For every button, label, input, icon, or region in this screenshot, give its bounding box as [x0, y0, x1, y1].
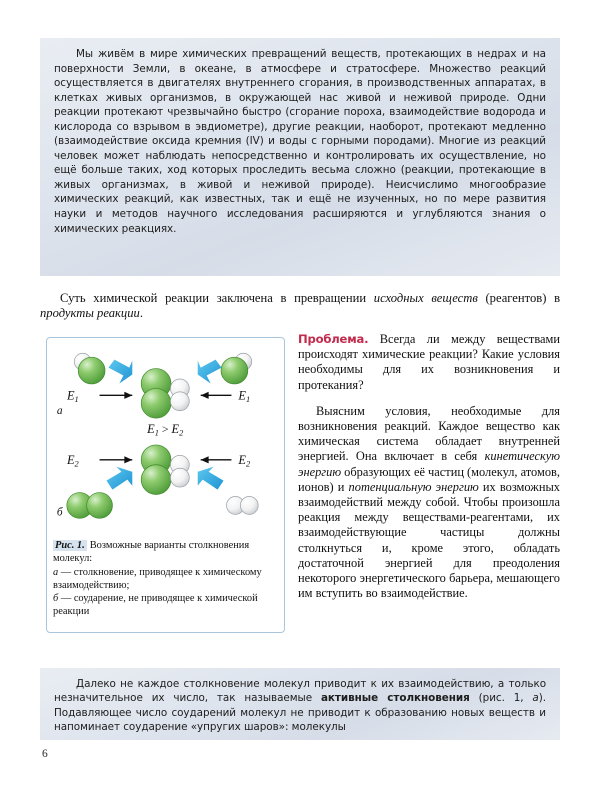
figure-item-b: [53, 592, 279, 619]
bottom-part-3: ). Подавляющее число соударений молекул не приводит к образованию новых веществ и напоминает соударение «упругих шаров»: молекулы: [54, 692, 547, 734]
molecule-product-left-a: [74, 353, 105, 384]
panel-marker-b: б: [56, 506, 63, 519]
lead-italic-products: продукты реакции: [40, 306, 140, 321]
problem-label: Проблема.: [298, 332, 369, 346]
bottom-highlight-box: [40, 668, 560, 740]
figure-item-a-marker: а: [53, 566, 59, 578]
molecule-green-pair-b: [67, 493, 113, 519]
figure-caption: [53, 539, 279, 619]
panel-marker-a: а: [56, 405, 63, 418]
kinetic-energy-italic: кинетическую энергию: [298, 449, 560, 479]
page-number: 6: [42, 748, 48, 760]
figure-title: Возможные варианты столкновения молекул:: [53, 540, 250, 565]
figure-number-label: Рис. 1.: [55, 540, 85, 551]
conditions-part-1: Выясним условия, необходимые для возникновения реакций. Каждое вещество как химическая система обладает внутренней энергией. Она включает в себя: [298, 403, 560, 464]
active-collisions-bold: активные столкновения: [320, 692, 470, 705]
lead-paragraph: [40, 291, 560, 322]
energy-comparison: $E_1 > E_2$: [147, 422, 184, 438]
rebound-arrow-left-b: [106, 467, 132, 490]
right-text-column: [298, 332, 560, 601]
figure-item-b-marker: б: [53, 593, 59, 605]
lead-text-part-1: Суть химической реакции заключена в превращении: [60, 291, 374, 305]
molecule-product-right-a: [221, 353, 252, 384]
lead-text-part-2: (реагентов) в: [477, 291, 561, 305]
energy-label-right-a: $E_1$: [238, 388, 251, 404]
problem-paragraph: [298, 332, 560, 393]
energy-label-left-b: $E_2$: [66, 452, 79, 469]
energy-arrow-right-b: [201, 456, 232, 463]
intro-highlight-box: [40, 38, 560, 276]
rebound-arrow-right-b: [198, 467, 224, 490]
energy-label-right-b: $E_2$: [238, 452, 251, 469]
lead-text-part-3: .: [139, 306, 143, 321]
bottom-part-2: (рис. 1,: [469, 692, 533, 705]
recoil-arrow-left-a: [108, 360, 132, 384]
figure-ref-italic: а: [532, 692, 539, 705]
lead-italic-reagents: исходных веществ: [373, 291, 478, 305]
collision-diagram-illustration: [47, 338, 284, 538]
energy-arrow-right-a: [201, 392, 232, 399]
figure-panel: [46, 337, 285, 633]
conditions-paragraph: [298, 404, 560, 602]
conditions-part-3: их возможных взаимодействий между собой. Чтобы произошла реакция между веществами-реагентами, их взаимодействующие частицы должны столкнуться и, кроме этого, обладать достаточной энергией для преодоления некоторого энергетического барьера, мешающего им вступить во взаимодействие.: [298, 479, 560, 601]
bottom-part-1: Далеко не каждое столкновение молекул приводит к их взаимодействию, а только незначительное их число, так называемые: [54, 678, 546, 705]
intro-text: Мы живём в мире химических превращений веществ, протекающих в недрах и на поверхности Земли, в океане, в атмосфере и стратосфере. Множество реакций осуществляется в двигателях внутреннего сгорания, в производственных аппаратах, в клетках живых организмов, в окружающей нас живой и неживой природе. Одни реакции протекают чрезвычайно быстро (сгорание пороха, взаимодействие водорода и кислорода со взрывом в эвдиометре), другие реакции, наоборот, протекают медленно (взаимодействие оксида кремния (IV) и воды с горными породами). Многие из реакций человек может наблюдать непосредственно и контролировать их осуществление, но ещё больше таких, ход которых проследить весьма сложно (реакции, протекающие в живых организмах, в живой и неживой природе). Неисчислимо многообразие химических реакций, как известных, так и ещё не изученных, но по мере развития науки и методов научного исследования расширяются и углубляются знания о химических реакциях.: [54, 48, 546, 235]
figure-item-b-text: — соударение, не приводящее к химической реакции: [53, 593, 258, 618]
problem-text: Всегда ли между веществами происходят химические реакции? Какие условия необходимы для их возникновения и протекания?: [298, 332, 560, 392]
potential-energy-italic: потенциальную энергию: [348, 479, 479, 494]
bottom-paragraph: [54, 677, 546, 735]
molecule-white-pair-b: [226, 497, 258, 515]
conditions-part-2: образующих её частиц (молекул, атомов, ионов) и: [298, 464, 560, 494]
energy-arrow-left-b: [100, 456, 133, 463]
figure-item-a: [53, 566, 279, 593]
energy-arrow-left-a: [100, 392, 133, 399]
energy-label-left-a: $E_1$: [66, 388, 79, 404]
recoil-arrow-right-a: [198, 360, 222, 384]
intro-paragraph: [54, 47, 546, 236]
collision-complex-a: [141, 369, 189, 419]
collision-complex-b: [141, 445, 189, 495]
figure-item-a-text: — столкновение, приводящее к химическому взаимодействию;: [53, 566, 262, 591]
